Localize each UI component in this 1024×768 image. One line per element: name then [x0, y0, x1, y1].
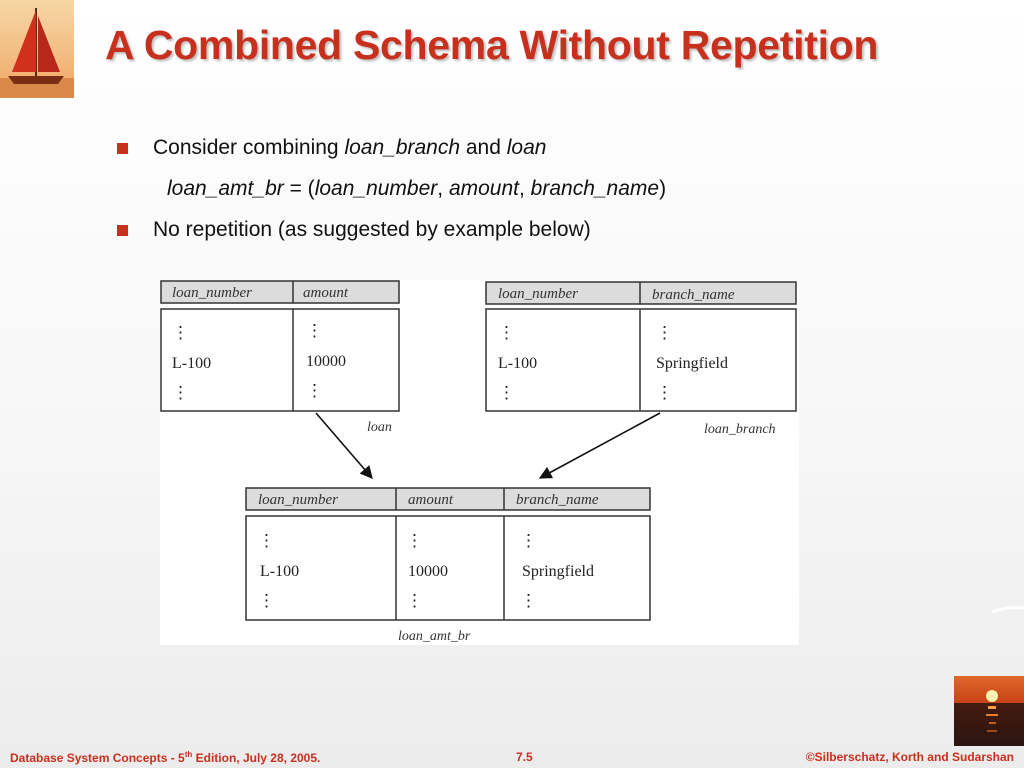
footer-edition: Database System Concepts - 5th Edition, July 28, 2005.	[10, 750, 321, 765]
footer-copyright: ©Silberschatz, Korth and Sudarshan	[805, 750, 1014, 764]
ellipsis-mark: ⋮	[306, 381, 323, 400]
loan-branch-header-loan-number: loan_number	[498, 286, 578, 302]
loan-header-loan-number: loan_number	[172, 285, 252, 301]
bullet-square-icon	[117, 225, 128, 236]
ellipsis-mark: ⋮	[172, 383, 189, 402]
loan-header-amount: amount	[303, 285, 348, 301]
bullet-square-icon	[117, 143, 128, 154]
bullet-item	[115, 134, 995, 162]
loan-branch-value-loan-number: L-100	[498, 355, 538, 372]
combined-header-branch-name: branch_name	[516, 492, 599, 508]
loan-branch-caption: loan_branch	[704, 422, 776, 437]
loan-value-amount: 10000	[306, 353, 346, 370]
loan-value-loan-number: L-100	[172, 355, 212, 372]
ellipsis-mark: ⋮	[656, 383, 673, 402]
ellipsis-mark: ⋮	[520, 591, 537, 610]
slide-title: A Combined Schema Without Repetition	[105, 22, 879, 68]
bullet-text: Consider combining loan_branch and loan	[153, 136, 547, 159]
ellipsis-mark: ⋮	[520, 531, 537, 550]
sailboat-logo-icon	[0, 0, 74, 98]
ellipsis-mark: ⋮	[406, 591, 423, 610]
bullet-list	[115, 134, 995, 244]
ellipsis-mark: ⋮	[406, 531, 423, 550]
schema-figure	[160, 280, 799, 645]
ellipsis-mark: ⋮	[172, 323, 189, 342]
combined-value-amount: 10000	[408, 563, 448, 580]
ellipsis-mark: ⋮	[258, 531, 275, 550]
combined-header-amount: amount	[408, 492, 453, 508]
ellipsis-mark: ⋮	[656, 323, 673, 342]
ellipsis-mark: ⋮	[258, 591, 275, 610]
schema-definition: loan_amt_br = (loan_number, amount, branch_name)	[167, 177, 667, 200]
ellipsis-mark: ⋮	[498, 383, 515, 402]
combined-value-loan-number: L-100	[260, 563, 300, 580]
loan-branch-value-branch-name: Springfield	[656, 355, 728, 372]
ellipsis-mark: ⋮	[498, 323, 515, 342]
footer-page-number: 7.5	[516, 750, 533, 764]
decorative-swoosh-icon	[990, 600, 1024, 630]
loan-branch-header-branch-name: branch_name	[652, 287, 735, 303]
bullet-item	[115, 216, 995, 244]
combined-caption: loan_amt_br	[398, 629, 471, 644]
combined-value-branch-name: Springfield	[522, 563, 594, 580]
sunset-image-icon	[954, 676, 1024, 746]
bullet-text: No repetition (as suggested by example below)	[153, 218, 591, 241]
loan-caption: loan	[367, 420, 392, 435]
combined-header-loan-number: loan_number	[258, 492, 338, 508]
ellipsis-mark: ⋮	[306, 321, 323, 340]
